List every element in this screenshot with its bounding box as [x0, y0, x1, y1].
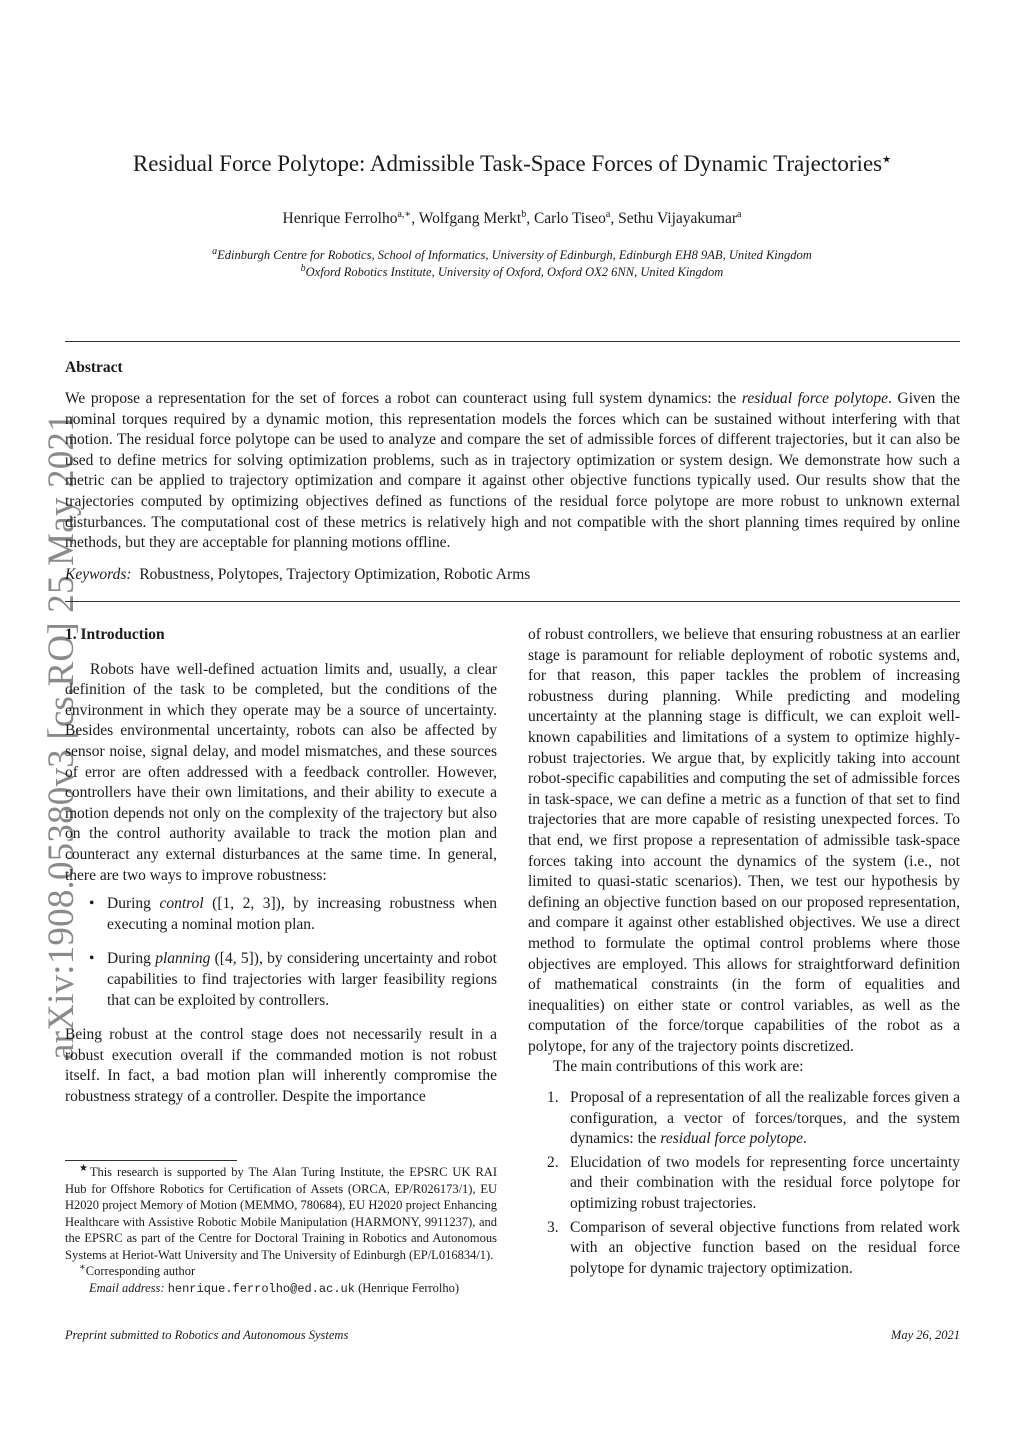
keywords-label: Keywords:: [65, 566, 132, 583]
keywords-text: Robustness, Polytopes, Trajectory Optimization, Robotic Arms: [139, 566, 531, 583]
bullet-text-rest: ([4, 5]), by considering uncertainty and robot capabilities to find trajectories with larger feasibility regions that can be exploited by controllers.: [107, 950, 497, 1009]
contribution-item: [547, 1153, 960, 1215]
abstract-text-rest: . Given the nominal torques required by a dynamic motion, this representation models the forces which can be sustained without interfering with that motion. The residual force polytope can be used to analyze and compare the set of admissible forces of different trajectories, but it can also be used to define metrics for solving optimization problems, such as in trajectory optimization or system design. We demonstrate how such a metric can be applied to trajectory optimization and compare it against other objective functions typically used. Our results show that the trajectories computed by optimizing objectives defined as functions of the residual force polytope are more robust to unknown external disturbances. The computational cost of these metrics is relatively high and not compatible with the short planning times required by online methods, but they are acceptable for planning motions offline.: [65, 390, 960, 552]
author-name: Carlo Tiseo: [533, 210, 606, 227]
author-name: Henrique Ferrolho: [282, 210, 398, 227]
contribution-text-start: Proposal of a representation of all the realizable forces given a configuration, a vector of forces/torques, and the system dynamics: the: [570, 1089, 960, 1148]
author-separator: ,: [411, 210, 419, 227]
author-affil-mark: b: [521, 208, 527, 220]
contribution-text-start: Elucidation of two models for representing force uncertainty and their combination with the residual force polytope for optimizing robust trajectories.: [570, 1153, 960, 1213]
author-separator: ,: [610, 210, 619, 227]
author-name: Sethu Vijayakumar: [618, 210, 737, 227]
author-email[interactable]: henrique.ferrolho@ed.ac.uk: [167, 1281, 355, 1296]
contribution-emphasis: residual force polytope: [660, 1130, 804, 1148]
bullet-emphasis: control: [159, 895, 204, 913]
corresponding-author-note: [65, 1263, 497, 1280]
contribution-item: [547, 1218, 960, 1280]
author-list: [0, 210, 1024, 228]
affiliation-mark: a: [212, 245, 218, 257]
keywords-line: [65, 566, 530, 584]
abstract-bottom-rule: [65, 601, 960, 602]
author-separator: ,: [526, 210, 534, 227]
contribution-number: 1.: [547, 1089, 559, 1107]
footnote-rule: [65, 1160, 237, 1161]
affiliation-text: Oxford Robotics Institute, University of Oxford, Oxford OX2 6NN, United Kingdom: [305, 265, 724, 279]
contribution-item: [547, 1088, 960, 1150]
title-footnote-mark: ★: [882, 154, 892, 166]
bullet-text-start: During: [107, 895, 160, 913]
affiliation-b: [0, 262, 1024, 280]
contributions-lead: The main contributions of this work are:: [553, 1058, 804, 1076]
corresponding-author-text: Corresponding author: [85, 1264, 196, 1278]
arxiv-identifier-stamp: arXiv:1908.05380v3 [cs.RO] 25 May 2021: [41, 413, 82, 1060]
author-affil-mark: a: [605, 208, 611, 220]
author-name: Wolfgang Merkt: [418, 210, 522, 227]
abstract-heading: Abstract: [65, 359, 123, 376]
abstract-text-start: We propose a representation for the set of forces a robot can counteract using full system dynamics: the: [65, 390, 742, 407]
right-column: [528, 625, 960, 1282]
funding-footnote-mark: ★: [79, 1162, 90, 1174]
bullet-item-planning: [89, 949, 497, 1011]
bullet-emphasis: planning: [155, 950, 211, 968]
bullet-text-rest: ([1, 2, 3]), by increasing robustness when executing a nominal motion plan.: [107, 895, 497, 933]
footnotes: [65, 1164, 497, 1297]
left-column: [65, 625, 497, 1107]
paper-title: [0, 151, 1024, 177]
section-heading-introduction: 1. Introduction: [65, 626, 165, 643]
intro-paragraph-3: of robust controllers, we believe that ensuring robustness at an earlier stage is paramount for reliable deployment of robotic systems and, for that reason, this paper tackles the problem of increasing robustness during planning. While predicting and modeling uncertainty at the planning stage is difficult, we can exploit well-known capabilities and limitations of a system to optimize highly-robust trajectories. We argue that, by explicitly taking into account robot-specific capabilities and computing the set of admissible forces in task-space, we can define a metric as a function of that set to find trajectories that are more capable of resisting unexpected forces. To that end, we first propose a representation of admissible task-space forces taking into account the dynamics of the system (i.e., not limited to quasi-static scenarios). Then, we test our hypothesis by defining an objective function based on our proposed representation, and compare it against other established objectives. We use a direct method to formulate the optimal control problems where those objectives are employed. This allows for straightforward definition of mathematical constraints (in the form of equalities and inequalities) on either state or control variables, as well as the computation of the force/torque capabilities of the robot as a polytope, for any of the trajectory points discretized.: [528, 626, 960, 1055]
bullet-text-start: During: [107, 950, 156, 968]
contribution-number: 2.: [547, 1153, 559, 1171]
email-label: Email address:: [89, 1280, 165, 1295]
author-affil-mark: a,∗: [397, 208, 412, 220]
email-note: [65, 1280, 497, 1298]
robustness-bullet-list: [65, 894, 497, 1011]
funding-footnote: [65, 1164, 497, 1263]
bullet-item-control: [89, 894, 497, 935]
bullet-symbol: •: [89, 895, 95, 913]
abstract-text: [65, 389, 960, 554]
footer-date: May 26, 2021: [890, 1328, 960, 1342]
contribution-text-start: Comparison of several objective functions from related work with an objective function based on the residual force polytope for dynamic trajectory optimization.: [570, 1218, 960, 1277]
affiliation-text: Edinburgh Centre for Robotics, School of Informatics, University of Edinburgh, Edinburgh EH8 9AB, United Kingdom: [217, 248, 812, 262]
contribution-text-rest: .: [803, 1130, 807, 1148]
contributions-list: [528, 1088, 960, 1279]
intro-paragraph-1: Robots have well-defined actuation limits and, usually, a clear definition of the task to be completed, but the conditions of the environment in which they operate may be a source of uncertainty. Besides environmental uncertainty, robots can also be affected by sensor noise, signal delay, and model mismatches, and these sources of error are often addressed with a feedback controller. However, controllers have their own limitations, and their ability to execute a motion depends not only on the complexity of the trajectory but also on the control authority available to track the motion plan and counteract any external disturbances at the same time. In general, there are two ways to improve robustness:: [65, 660, 497, 884]
affiliation-mark: b: [300, 262, 306, 274]
author-affil-mark: a: [737, 208, 742, 220]
intro-paragraph-2: Being robust at the control stage does not necessarily result in a robust execution overall if the commanded motion is not robust itself. In fact, a bad motion plan will inherently compromise the robustness strategy of a controller. Despite the importance: [65, 1026, 497, 1105]
abstract-emphasis: residual force polytope: [741, 390, 889, 407]
affiliation-a: [0, 245, 1024, 263]
corresponding-author-mark: ∗: [79, 1261, 86, 1273]
funding-footnote-text: This research is supported by The Alan Turing Institute, the EPSRC UK RAI Hub for Offshore Robotics for Certification of Assets (ORCA, EP/R026173/1), EU H2020 project Memory of Motion (MEMMO, 780684), EU H2020 project Enhancing Healthcare with Assistive Robotic Mobile Manipulation (HARMONY, 9911237), and the EPSRC as part of the Centre for Doctoral Training in Robotics and Autonomous Systems at Heriot-Watt University and The University of Edinburgh (EP/L016834/1).: [65, 1165, 497, 1262]
footer-journal-note: Preprint submitted to Robotics and Autonomous Systems: [65, 1328, 349, 1342]
contribution-number: 3.: [547, 1218, 559, 1236]
bullet-symbol: •: [89, 950, 95, 968]
title-text: Residual Force Polytope: Admissible Task-Space Forces of Dynamic Trajectories: [132, 151, 883, 176]
email-owner: (Henrique Ferrolho): [354, 1280, 460, 1295]
abstract-top-rule: [65, 341, 960, 342]
